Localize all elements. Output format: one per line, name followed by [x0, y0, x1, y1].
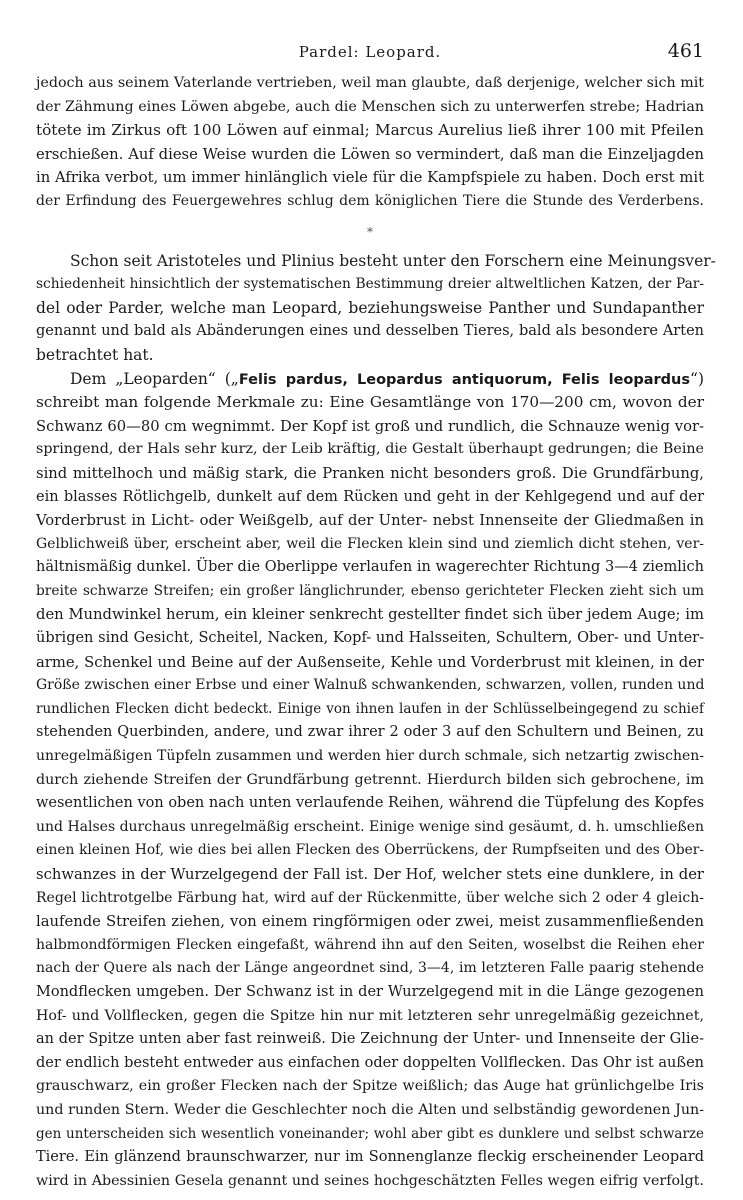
text-line: und Halses durchaus unregelmäßig erscheint. Einige wenige sind gesäumt, d. h. umschließen — [36, 818, 705, 835]
page-header — [36, 40, 704, 66]
section-separator: * — [367, 224, 373, 239]
text-line: nach der Quere als nach der Länge angeordnet sind, 3—4, im letzteren Falle paarig stehende — [36, 960, 704, 977]
text-line-first — [36, 368, 704, 392]
text-line: hältnismäßig dunkel. Über die Oberlippe verlaufen in wagerechter Richtung 3—4 ziemlich — [36, 559, 704, 576]
text-line: wesentlichen von oben nach unten verlaufende Reihen, während die Tüpfelung des Kopfes — [36, 795, 705, 812]
text-line: erschießen. Auf diese Weise wurden die Löwen so vermindert, daß man die Einzeljagden — [36, 145, 704, 163]
text-line: Mondflecken umgeben. Der Schwanz ist in der Wurzelgegend mit in die Länge gezogenen — [36, 983, 704, 1000]
text-line: Tiere. Ein glänzend braunschwarzer, nur im Sonnenglanze fleckig erscheinender Leopard — [36, 1149, 704, 1166]
text-line: übrigen sind Gesicht, Scheitel, Nacken, Kopf- und Halsseiten, Schultern, Ober- und Unter- — [36, 630, 704, 647]
page-body — [36, 72, 716, 1193]
text-line: rundlichen Flecken dicht bedeckt. Einige von ihnen laufen in der Schlüsselbeingegend zu schief — [36, 700, 704, 717]
text-line: laufende Streifen ziehen, von einem ringförmigen oder zwei, meist zusammenfließenden — [36, 913, 704, 931]
running-title: Pardel: Leopard. — [298, 43, 442, 61]
text-line: an der Spitze unten aber fast reinweiß. Die Zeichnung der Unter- und Innenseite der Glie- — [36, 1031, 704, 1048]
text-line: schwanzes in der Wurzelgegend der Fall ist. Der Hof, welcher stets eine dunklere, in der — [36, 866, 704, 883]
text-run: Dem „Leoparden“ („ — [70, 369, 239, 388]
page-number: 461 — [667, 40, 704, 62]
text-line: stehenden Querbinden, andere, und zwar ihrer 2 oder 3 auf den Schultern und Beinen, zu — [36, 724, 704, 741]
text-line: einen kleinen Hof, wie dies bei allen Flecken des Oberrückens, der Rumpfseiten und des Ober- — [36, 842, 704, 859]
text-line: breite schwarze Streifen; ein großer länglichrunder, ebenso gerichteter Flecken zieht sich um — [36, 582, 704, 599]
text-line: den Mundwinkel herum, ein kleiner senkrecht gestellter findet sich über jedem Auge; im — [36, 606, 704, 624]
text-line: durch ziehende Streifen der Grundfärbung getrennt. Hierdurch bilden sich gebrochene, im — [36, 771, 704, 788]
paragraph-leopard-description — [36, 368, 704, 1194]
latin-names: Felis pardus, Leopardus antiquorum, Felis leopardus — [238, 371, 691, 388]
text-line: und runden Stern. Weder die Geschlechter noch die Alten und selbständig gewordenen Jun- — [36, 1101, 704, 1118]
paragraph-classification — [36, 250, 716, 368]
text-line: jedoch aus seinem Vaterlande vertrieben, weil man glaubte, daß derjenige, welcher sich mit — [36, 75, 704, 91]
text-line: schreibt man folgende Merkmale zu: Eine Gesamtlänge von 170—200 cm, wovon der — [36, 393, 704, 412]
text-line: der Zähmung eines Löwen abgebe, auch die Menschen sich zu unterwerfen strebe; Hadrian — [36, 98, 704, 115]
text-line: in Afrika verbot, um immer hinlänglich viele für die Kampfspiele zu haben. Doch erst mit — [36, 169, 704, 187]
text-line: sind mittelhoch und mäßig stark, die Pranken nicht besonders groß. Die Grundfärbung, — [36, 464, 704, 482]
text-line: genannt und bald als Abänderungen eines und desselben Tieres, bald als besondere Arten — [36, 323, 704, 340]
text-line: Regel lichtrotgelbe Färbung hat, wird auf der Rückenmitte, über welche sich 2 oder 4 gleich- — [36, 889, 704, 906]
text-run: “) — [690, 369, 704, 388]
text-line: betrachtet hat. — [36, 345, 154, 364]
text-line: grauschwarz, ein großer Flecken nach der Spitze weißlich; das Auge hat grünlichgelbe Iris — [36, 1078, 704, 1095]
text-line: schiedenheit hinsichtlich der systematischen Bestimmung dreier altweltlichen Katzen, der Par- — [36, 276, 704, 293]
paragraph-lion-history — [36, 72, 704, 214]
text-line: unregelmäßigen Tüpfeln zusammen und werden hier durch schmale, sich netzartig zwischen- — [36, 748, 704, 765]
text-line: Schon seit Aristoteles und Plinius besteht unter den Forschern eine Meinungsver- — [70, 251, 716, 270]
text-line: halbmondförmigen Flecken eingefaßt, während ihn auf den Seiten, woselbst die Reihen eher — [36, 936, 704, 953]
text-line: wird in Abessinien Gesela genannt und seines hochgeschätzten Felles wegen eifrig verfolgt. — [36, 1172, 704, 1189]
text-line: ein blasses Rötlichgelb, dunkelt auf dem Rücken und geht in der Kehlgegend und auf der — [36, 488, 704, 505]
text-line: tötete im Zirkus oft 100 Löwen auf einmal; Marcus Aurelius ließ ihrer 100 mit Pfeilen — [36, 121, 704, 140]
text-line: der endlich besteht entweder aus einfachen oder doppelten Vollflecken. Das Ohr ist außen — [36, 1054, 704, 1071]
text-line: der Erfindung des Feuergewehres schlug dem königlichen Tiere die Stunde des Verderbens. — [36, 192, 704, 209]
text-line: Gelblichweiß über, erscheint aber, weil die Flecken klein sind und ziemlich dicht stehen, ver- — [36, 535, 704, 552]
text-line: del oder Parder, welche man Leopard, beziehungsweise Panther und Sundapanther — [36, 298, 704, 317]
text-line: Schwanz 60—80 cm wegnimmt. Der Kopf ist groß und rundlich, die Schnauze wenig vor- — [36, 417, 704, 435]
text-line: gen unterscheiden sich wesentlich voneinander; wohl aber gibt es dunklere und selbst schwarze — [36, 1125, 704, 1142]
text-line: Hof- und Vollflecken, gegen die Spitze hin nur mit letzteren sehr unregelmäßig gezeichnet, — [36, 1007, 704, 1024]
text-line: Größe zwischen einer Erbse und einer Walnuß schwankenden, schwarzen, vollen, runden und — [36, 677, 705, 694]
text-line: arme, Schenkel und Beine auf der Außenseite, Kehle und Vorderbrust mit kleinen, in der — [36, 653, 704, 671]
text-line: springend, der Hals sehr kurz, der Leib kräftig, die Gestalt überhaupt gedrungen; die Beine — [36, 441, 704, 458]
text-line: Vorderbrust in Licht- oder Weißgelb, auf der Unter- nebst Innenseite der Gliedmaßen in — [36, 512, 704, 530]
